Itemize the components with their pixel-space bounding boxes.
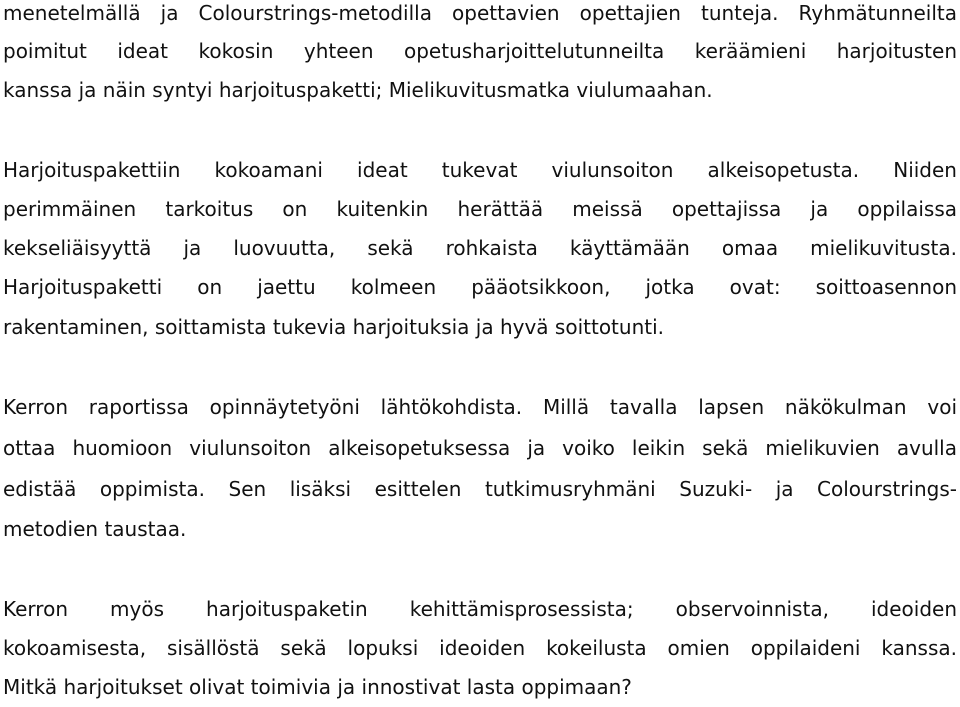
text-line: metodien taustaa. bbox=[3, 517, 187, 541]
text-line: Harjoituspakettiin kokoamani ideat tukevat viulunsoiton alkeisopetusta. Niiden bbox=[3, 158, 957, 182]
text-line: kekseliäisyyttä ja luovuutta, sekä rohkaista käyttämään omaa mielikuvitusta. bbox=[3, 236, 957, 260]
text-line: poimitut ideat kokosin yhteen opetusharjoittelutunneilta keräämieni harjoitusten bbox=[3, 39, 957, 63]
text-line: rakentaminen, soittamista tukevia harjoituksia ja hyvä soittotunti. bbox=[3, 315, 665, 339]
text-line: Mitkä harjoitukset olivat toimivia ja innostivat lasta oppimaan? bbox=[3, 675, 632, 699]
text-line: Harjoituspaketti on jaettu kolmeen pääotsikkoon, jotka ovat: soittoasennon bbox=[3, 275, 957, 299]
text-line: Kerron myös harjoituspaketin kehittämisprosessista; observoinnista, ideoiden bbox=[3, 597, 957, 621]
text-line: ottaa huomioon viulunsoiton alkeisopetuksessa ja voiko leikin sekä mielikuvien avulla bbox=[3, 436, 957, 460]
text-line: Kerron raportissa opinnäytetyöni lähtökohdista. Millä tavalla lapsen näkökulman voi bbox=[3, 395, 957, 419]
text-line: perimmäinen tarkoitus on kuitenkin herättää meissä opettajissa ja oppilaissa bbox=[3, 197, 957, 221]
text-line: kokoamisesta, sisällöstä sekä lopuksi ideoiden kokeilusta omien oppilaideni kanssa. bbox=[3, 636, 957, 660]
text-line: menetelmällä ja Colourstrings-metodilla opettavien opettajien tunteja. Ryhmätunneilta bbox=[3, 1, 957, 25]
text-line: edistää oppimista. Sen lisäksi esittelen tutkimusryhmäni Suzuki- ja Colourstrings- bbox=[3, 477, 957, 501]
text-line: kanssa ja näin syntyi harjoituspaketti; Mielikuvitusmatka viulumaahan. bbox=[3, 78, 713, 102]
